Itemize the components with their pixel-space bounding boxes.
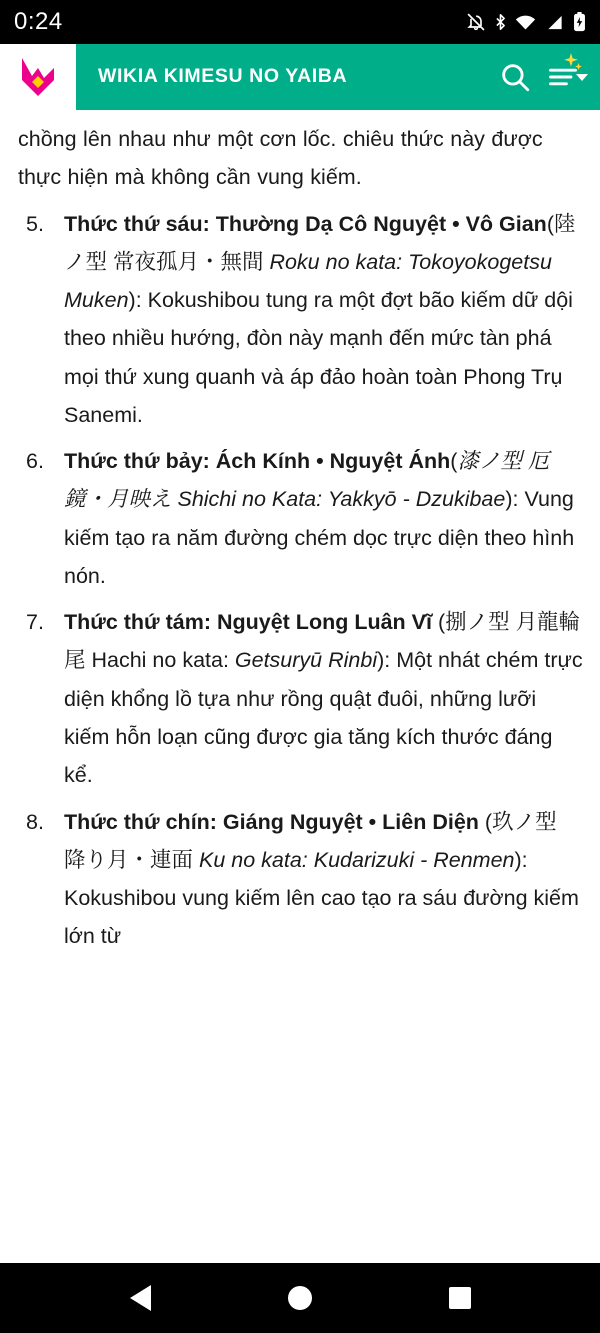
technique-kanji: 陸ノ型 常夜孤月・無間 — [64, 211, 576, 274]
status-bar — [0, 0, 600, 44]
back-button[interactable] — [110, 1268, 170, 1328]
sparkle-icon — [556, 53, 582, 82]
battery-icon — [573, 12, 586, 32]
wifi-icon — [515, 14, 536, 30]
technique-title: Thức thứ chín: Giáng Nguyệt • Liên Diện — [64, 809, 479, 834]
technique-description: Kokushibou vung kiếm lên cao tạo ra sáu đường kiếm lớn từ — [64, 886, 579, 949]
close-paren: ): — [505, 487, 525, 512]
open-paren: ( — [431, 610, 446, 635]
close-paren: ): — [514, 847, 528, 872]
technique-kanji: 漆ノ型 厄鏡・月映え — [64, 449, 550, 512]
technique-romaji: Ku no kata: Kudarizuki - Renmen — [198, 847, 515, 872]
open-paren: ( — [546, 211, 554, 236]
technique-description: Kokushibou tung ra một đợt bão kiếm dữ dội theo nhiều hướng, đòn này mạnh đến mức tàn phá mọi thứ xung quanh và áp đảo hoàn toàn Phong Trụ Sanemi. — [64, 288, 573, 427]
lead-paragraph: chồng lên nhau như một cơn lốc. chiêu thức này được thực hiện mà không cần vung kiếm. — [18, 127, 543, 190]
status-icon-group — [466, 12, 586, 32]
list-item — [16, 803, 584, 956]
technique-description: Vung kiếm tạo ra năm đường chém dọc trực diện theo hình nón. — [64, 487, 575, 588]
close-paren: ): — [377, 648, 397, 673]
technique-romaji-plain: Hachi no kata: — [91, 648, 235, 673]
technique-list — [16, 205, 584, 956]
technique-romaji: Roku no kata: Tokoyokogetsu Muken — [64, 249, 552, 313]
technique-kanji: 玖ノ型 降り月・連面 — [64, 809, 557, 872]
recents-icon — [449, 1287, 471, 1309]
notifications-off-icon — [466, 12, 486, 32]
home-button[interactable] — [270, 1268, 330, 1328]
signal-icon — [545, 14, 564, 30]
close-paren: ): — [128, 288, 148, 313]
technique-romaji: Shichi no Kata: Yakkyō - Dzukibae — [177, 487, 506, 512]
technique-title: Thức thứ tám: Nguyệt Long Luân Vĩ — [64, 610, 432, 635]
recents-button[interactable] — [430, 1268, 490, 1328]
technique-romaji: Getsuryū Rinbi — [234, 648, 378, 673]
technique-title: Thức thứ bảy: Ách Kính • Nguyệt Ánh — [64, 449, 451, 474]
status-clock: 0:24 — [14, 8, 63, 35]
technique-kanji: 捌ノ型 月龍輪尾 — [64, 610, 581, 673]
android-nav-bar — [0, 1263, 600, 1333]
home-icon — [288, 1286, 312, 1310]
menu-button[interactable] — [546, 63, 588, 91]
list-item — [16, 442, 584, 595]
page-title: WIKIA KIMESU NO YAIBA — [98, 65, 348, 88]
article-content[interactable] — [0, 110, 600, 1263]
fandom-logo[interactable] — [0, 44, 76, 110]
search-icon[interactable] — [498, 60, 532, 94]
app-header — [0, 44, 600, 110]
open-paren: ( — [478, 809, 493, 834]
list-item — [16, 205, 584, 435]
bluetooth-icon — [495, 13, 506, 31]
list-item — [16, 603, 584, 794]
technique-description: Một nhát chém trực diện khổng lồ tựa như rồng quật đuôi, những lưỡi kiếm hỗn loạn cũng được gia tăng kích thước đáng kể. — [64, 648, 583, 788]
back-icon — [130, 1285, 151, 1311]
technique-title: Thức thứ sáu: Thường Dạ Cô Nguyệt • Vô Gian — [64, 211, 547, 236]
open-paren: ( — [450, 449, 458, 474]
header-actions — [498, 60, 600, 94]
